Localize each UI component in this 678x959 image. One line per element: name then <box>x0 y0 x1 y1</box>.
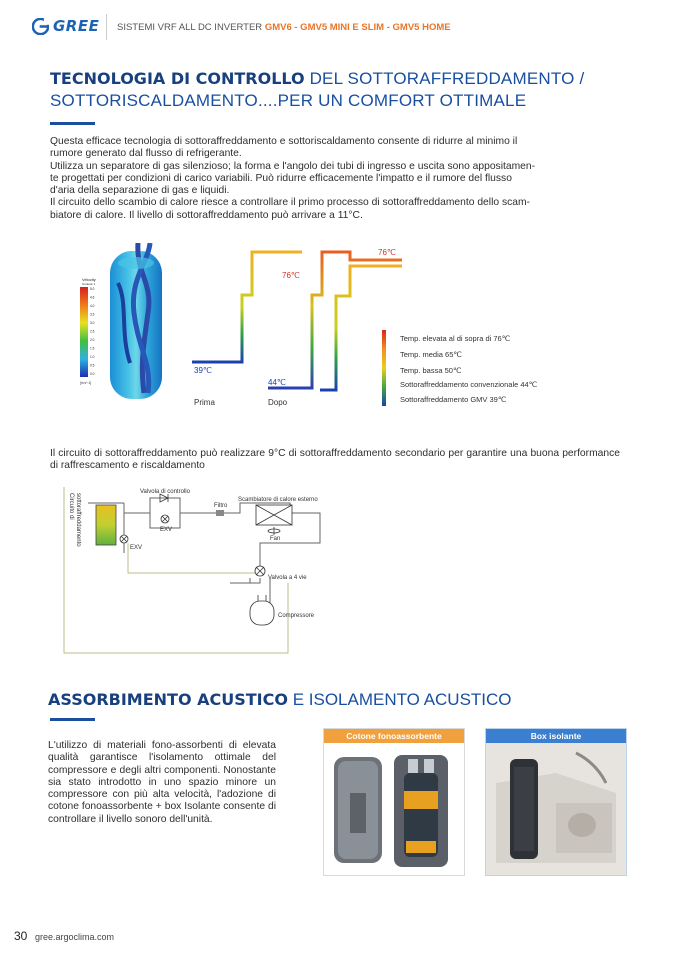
tank-legend-value: 1.5 <box>90 346 95 351</box>
section2-title-underline <box>50 718 95 721</box>
compressor-label: Compressore <box>278 613 315 619</box>
section1-title-bold: TECNOLOGIA DI CONTROLLO <box>50 69 305 88</box>
tank-legend-value: 2.5 <box>90 329 95 334</box>
exv-icon <box>161 515 169 523</box>
tank-legend-value: 2.0 <box>90 338 95 342</box>
header-title <box>117 22 451 33</box>
chart-label-76-prima: 76℃ <box>282 271 300 280</box>
check-valve-label: Valvola di controllo <box>140 489 190 495</box>
tank-legend-value: 3.5 <box>90 312 95 317</box>
paragraph-line: te progettati per condizioni di carico variabili. Può ridurre efficacemente l'impatto e il rumore del flusso <box>50 172 512 184</box>
page-number: 30 <box>14 929 28 943</box>
subcooling-circuit-diagram <box>60 483 340 658</box>
footer-url[interactable]: gree.argoclima.com <box>35 932 115 942</box>
tank-legend-value: 0.5 <box>90 363 95 368</box>
section1-paragraph <box>50 136 630 222</box>
tank-legend-subtitle: Contour 1 <box>82 282 96 286</box>
gree-logo-icon <box>32 18 49 35</box>
header-prefix: SISTEMI VRF ALL DC INVERTER <box>117 22 265 33</box>
figure-caption: Cotone fonoassorbente <box>324 729 464 743</box>
tank-legend-value: 4.0 <box>90 304 95 308</box>
temperature-legend-item: Temp. media 65℃ <box>400 350 462 359</box>
heat-exchanger-label: Scambiatore di calore esterno <box>238 497 318 503</box>
paragraph-line: d'aria della separazione di gas e liquidi. <box>50 185 230 197</box>
section1-title-underline <box>50 122 95 125</box>
four-way-valve-label: Valvola a 4 vie <box>268 575 307 581</box>
header-highlight: GMV6 - GMV5 MINI E SLIM - GMV5 HOME <box>264 22 451 33</box>
filter-icon <box>216 510 224 516</box>
chart-label-dopo: Dopo <box>268 398 288 407</box>
figure-caption: Box isolante <box>486 729 626 743</box>
filter-label: Filtro <box>214 503 228 509</box>
tank-legend-value: 5.0 <box>90 287 95 291</box>
header-divider <box>106 14 107 40</box>
paragraph-line: Utilizza un separatore di gas silenzioso; la forma e l'angolo dei tubi di ingresso e uscita sono appositamen- <box>50 160 536 172</box>
chart-label-76-dopo: 76℃ <box>378 248 396 257</box>
temperature-legend-item: Sottoraffreddamento GMV 39℃ <box>400 395 507 404</box>
temperature-legend-item: Sottoraffreddamento convenzionale 44℃ <box>400 380 538 389</box>
temperature-legend-item: Temp. bassa 50℃ <box>400 366 462 375</box>
section1-title-light-2: SOTTORISCALDAMENTO....PER UN COMFORT OTTIMALE <box>50 91 527 110</box>
tank-legend-value: 0.0 <box>90 372 95 376</box>
section2-title-light: E ISOLAMENTO ACUSTICO <box>287 690 512 709</box>
page-header <box>0 0 678 52</box>
section1-title-light-1: DEL SOTTORAFFREDDAMENTO / <box>304 69 585 88</box>
circuit-vertical-label-1: Circuito di <box>68 493 74 520</box>
compressor-cotton-image <box>324 743 464 875</box>
tank-legend-unit: [m s^-1] <box>80 381 92 385</box>
tank-legend-value: 4.6 <box>90 295 95 300</box>
exv-label-bottom: EXV <box>130 545 143 551</box>
fan-icon <box>268 527 280 535</box>
chart-label-39: 39℃ <box>194 366 212 375</box>
section1-paragraph-2: Il circuito di sottoraffreddamento può realizzare 9°C di sottoraffreddamento secondario per garantire una buona performance di raffrescamento e riscaldamento <box>50 448 620 472</box>
temperature-legend-bar <box>382 330 386 406</box>
tank-legend-value: 3.0 <box>90 321 95 325</box>
chart-label-prima: Prima <box>194 398 215 407</box>
chart-label-44: 44℃ <box>268 378 286 387</box>
section2-paragraph: L'utilizzo di materiali fono-assorbenti di elevata qualità garantisce l'isolamento ottimale del compressore e degli altri componenti. Nonostante sia stato introdotto in uno spazio minore un compressore con più alta velocità, l'adozione di cotone fonoassorbente + box Isolante consente di controllare il livello sonoro dell'unità. <box>48 740 276 825</box>
fan-label: Fan <box>270 536 281 542</box>
gas-separator-velocity-image <box>78 243 178 408</box>
logo-text: GREE <box>53 17 100 35</box>
section2-title <box>48 690 512 710</box>
four-way-valve-icon <box>255 566 265 576</box>
paragraph-line: biatore di calore. Il livello di sottoraffreddamento può arrivare a 11°C. <box>50 209 363 221</box>
section2-title-bold: ASSORBIMENTO ACUSTICO <box>48 690 288 709</box>
gree-logo <box>32 17 99 35</box>
subcooling-exchanger <box>96 505 116 545</box>
tank-legend-value: 1.0 <box>90 355 95 359</box>
paragraph-line: Il circuito dello scambio di calore riesce a controllare il primo processo di sottoraffreddamento dello scam- <box>50 197 530 209</box>
sound-absorbing-cotton-figure <box>323 728 465 876</box>
tank-legend-title: Velocity <box>82 277 96 282</box>
insulating-box-figure <box>485 728 627 876</box>
insulating-box-image <box>486 743 626 875</box>
circuit-vertical-label-2: sottoraffreddamento <box>75 493 81 547</box>
paragraph-line: rumore generato dal flusso di refrigerante. <box>50 148 242 160</box>
section1-title <box>50 68 650 112</box>
exv-label-top: EXV <box>160 527 173 533</box>
temperature-comparison-diagram <box>190 240 620 415</box>
heat-exchanger-icon <box>256 505 292 525</box>
temperature-legend-item: Temp. elevata al di sopra di 76℃ <box>400 334 511 343</box>
exv-icon <box>120 535 128 543</box>
paragraph-line: Questa efficace tecnologia di sottoraffreddamento e sottoriscaldamento consente di ridurre al minimo il <box>50 136 518 147</box>
